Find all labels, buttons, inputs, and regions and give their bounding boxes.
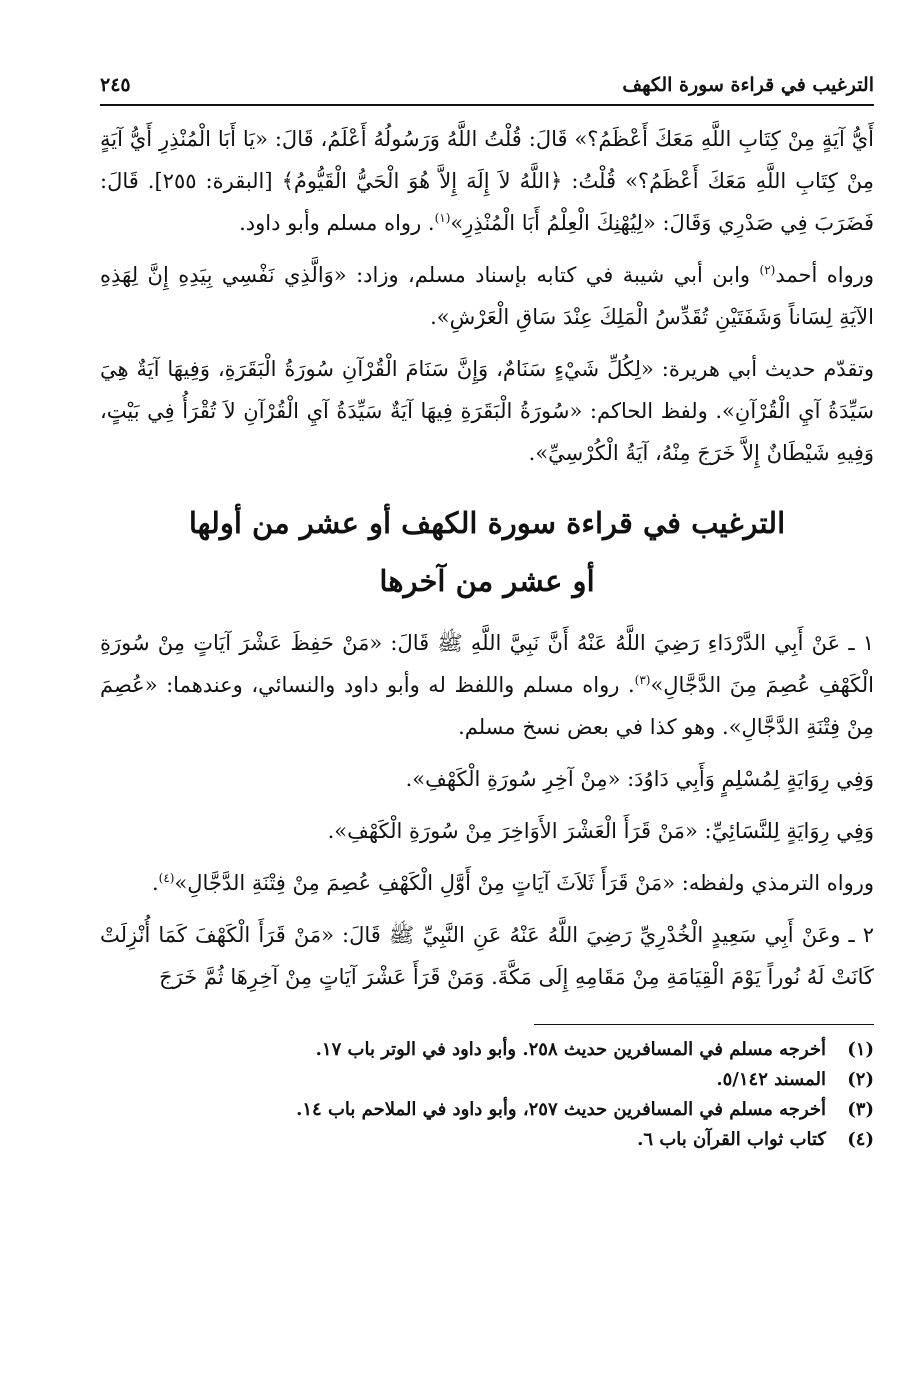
paragraph-ubayy-hadith: أَيُّ آيَةٍ مِنْ كِتَابِ اللَّهِ مَعَكَ أَعْظَمُ؟» قَالَ: قُلْتُ اللَّهُ وَرَسُولُهُ أَعْلَمُ، قَالَ: «يَا أَبَا الْمُنْذِرِ أَيُّ آيَةٍ مِنْ كِتَابِ اللَّهِ مَعَكَ أَعْظَمُ؟» قُلْتُ: ﴿اللَّهُ لاَ إِلَهَ إِلاَّ هُوَ الْحَيُّ الْقَيُّومُ﴾ [البقرة: ٢٥٥]. قَالَ: فَضَرَبَ فِي صَدْرِي وَقَالَ: «لِيُهْنِكَ الْعِلْمُ أَبَا الْمُنْذِرِ»$^{(١)}$. رواه مسلم وأبو داود. bbox=[100, 127, 874, 235]
footnote bbox=[100, 1035, 874, 1065]
footnote-mark: (٤) bbox=[847, 1129, 874, 1150]
footnote-mark: (٢) bbox=[847, 1069, 874, 1090]
footnote-ref-1: (١) bbox=[434, 211, 451, 225]
footnote-ref-4: (٤) bbox=[158, 871, 175, 885]
footnote-text: أخرجه مسلم في المسافرين حديث ٢٥٧، وأبو داود في الملاحم باب ١٤. bbox=[296, 1099, 826, 1120]
footnote-mark: (١) bbox=[847, 1039, 874, 1060]
section-body bbox=[100, 622, 874, 998]
running-header bbox=[100, 70, 874, 106]
footnote bbox=[100, 1095, 874, 1125]
hadith-1-variant-nasai: وَفِي رِوَايَةٍ لِلنَّسَائِيِّ: «مَنْ قَرَأَ الْعَشْرَ الأَوَاخِرَ مِنْ سُورَةِ الْكَهْفِ». bbox=[327, 819, 874, 843]
footnote-ref-2: (٢) bbox=[759, 263, 776, 277]
paragraph-ahmad-narration: ورواه أحمد$^{(٢)}$ وابن أبي شيبة في كتابه بإسناد مسلم، وزاد: «وَالَّذِي نَفْسِي بِيَدِهِ إِنَّ لِهَذِهِ الآيَةِ لِسَاناً وَشَفَتَيْنِ تُقَدِّسُ الْمَلِكَ عِنْدَ سَاقِ الْعَرْشِ». bbox=[100, 263, 874, 329]
hadith-1-variant-muslim: وَفِي رِوَايَةٍ لِمُسْلِمٍ وَأَبِي دَاوُدَ: «مِنْ آخِرِ سُورَةِ الْكَهْفِ». bbox=[405, 767, 874, 791]
footnote-text: أخرجه مسلم في المسافرين حديث ٢٥٨. وأبو داود في الوتر باب ١٧. bbox=[315, 1039, 826, 1060]
footnote-text: المسند ٥/١٤٢. bbox=[716, 1069, 826, 1090]
footnote-divider bbox=[534, 1024, 874, 1025]
hadith-1-tirmidhi: ورواه الترمذي ولفظه: «مَنْ قَرَأَ ثَلاَثَ آيَاتٍ مِنْ أَوَّلِ الْكَهْفِ عُصِمَ مِنْ فِتْنَةِ الدَّجَّالِ»$^{(٤)}$. bbox=[151, 871, 874, 895]
hadith-1: ١ ـ عَنْ أَبِي الدَّرْدَاءِ رَضِيَ اللَّهُ عَنْهُ أَنَّ نَبِيَّ اللَّهِ ﷺ قَالَ: «مَنْ حَفِظَ عَشْرَ آيَاتٍ مِنْ سُورَةِ الْكَهْفِ عُصِمَ مِنَ الدَّجَّالِ»$^{(٣)}$. رواه مسلم واللفظ له وأبو داود والنسائي، وعندهما: «عُصِمَ مِنْ فِتْنَةِ الدَّجَّالِ». وهو كذا في بعض نسخ مسلم. bbox=[100, 631, 874, 739]
footnote bbox=[100, 1065, 874, 1095]
section-heading-line-2: أو عشر من آخرها bbox=[379, 564, 595, 598]
section-heading-line-1: الترغيب في قراءة سورة الكهف أو عشر من أولها bbox=[188, 506, 786, 540]
page-number: ٢٤٥ bbox=[100, 70, 137, 100]
paragraph-abu-hurayra: وتقدّم حديث أبي هريرة: «لِكُلِّ شَيْءٍ سَنَامٌ، وَإِنَّ سَنَامَ الْقُرْآنِ سُورَةُ الْبَقَرَةِ، وَفِيهَا آيَةٌ هِيَ سَيِّدَةُ آيِ الْقُرْآنِ». ولفظ الحاكم: «سُورَةُ الْبَقَرَةِ فِيهَا آيَةٌ سَيِّدَةُ آيِ الْقُرْآنِ لاَ تُقْرَأُ فِي بَيْتٍ، وَفِيهِ شَيْطَانٌ إِلاَّ خَرَجَ مِنْهُ، آيَةُ الْكُرْسِيِّ». bbox=[100, 357, 874, 465]
footnote bbox=[100, 1125, 874, 1155]
footnote-text: كتاب ثواب القرآن باب ٦. bbox=[637, 1129, 826, 1150]
page-body bbox=[100, 118, 874, 474]
section-heading bbox=[100, 494, 874, 610]
footnote-ref-3: (٣) bbox=[634, 673, 651, 687]
hadith-2: ٢ ـ وعَنْ أَبِي سَعِيدٍ الْخُدْرِيِّ رَضِيَ اللَّهُ عَنْهُ عَنِ النَّبِيِّ ﷺ قَالَ: «مَنْ قَرَأَ الْكَهْفَ كَمَا أُنْزِلَتْ كَانَتْ لَهُ نُوراً يَوْمَ الْقِيَامَةِ مِنْ مَقَامِهِ إِلَى مَكَّةَ. وَمَنْ قَرَأَ عَشْرَ آيَاتٍ مِنْ آخِرِهَا ثُمَّ خَرَجَ bbox=[100, 923, 874, 989]
running-title: الترغيب في قراءة سورة الكهف bbox=[616, 70, 874, 100]
footnotes bbox=[100, 1035, 874, 1155]
footnote-mark: (٣) bbox=[847, 1099, 874, 1120]
